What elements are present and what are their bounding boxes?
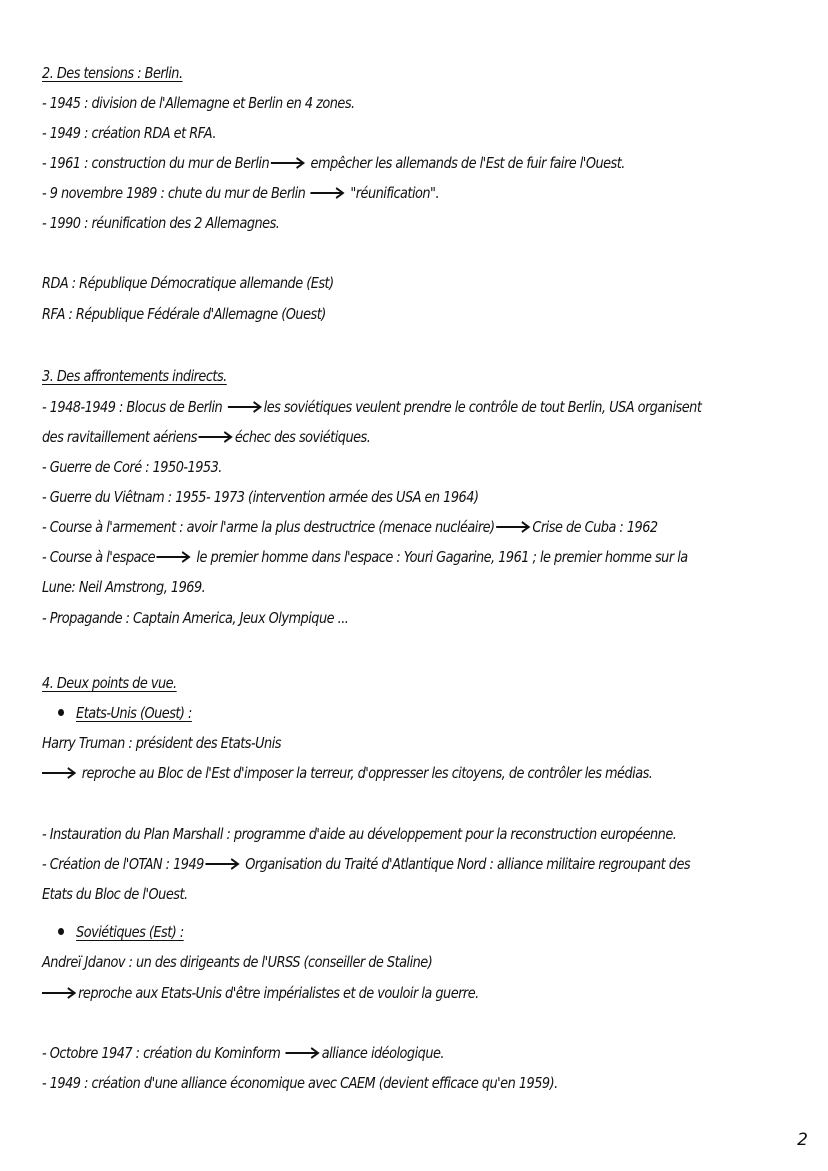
section-3-line-7: Lune: Neil Amstrong, 1969. (42, 578, 206, 596)
section-2-line-4 (42, 183, 687, 203)
section-3-heading: 3. Des affrontements indirects. (42, 367, 227, 385)
section-3-line-1-end: les soviétiques veulent prendre le contrôle de tout Berlin, USA organisent (263, 398, 702, 416)
page-number: 2 (797, 1130, 808, 1150)
caem-line: - 1949 : création d'une alliance économique avec CAEM (devient efficace qu'en 1959). (42, 1074, 558, 1092)
rda-definition: RDA : République Démocratique allemande (Est) (42, 274, 334, 292)
bullet-sovietiques (58, 922, 703, 942)
section-3-line-6-start: - Course à l'espace (42, 548, 156, 566)
section-2-line-3-end: empêcher les allemands de l'Est de fuir faire l'Ouest. (306, 154, 625, 172)
otan-line-start: - Création de l'OTAN : 1949 (42, 855, 204, 873)
section-2-line-3 (42, 153, 687, 173)
long-right-arrow-icon (42, 987, 76, 999)
kominform-line-end: alliance idéologique. (321, 1044, 445, 1062)
long-right-arrow-icon (42, 767, 76, 779)
section-2-line-4-start: - 9 novembre 1989 : chute du mur de Berlin (42, 184, 309, 202)
long-right-arrow-icon (206, 858, 240, 870)
section-3-line-2 (42, 427, 687, 447)
rfa-definition: RFA : République Fédérale d'Allemagne (Ouest) (42, 305, 326, 323)
section-3-line-2-start: des ravitaillement aériens (42, 428, 198, 446)
otan-line-end: Organisation du Traité d'Atlantique Nord : alliance militaire regroupant des (241, 855, 691, 873)
bullet-dot-icon (58, 709, 64, 716)
jdanov-line: Andreï Jdanov : un des dirigeants de l'URSS (conseiller de Staline) (42, 953, 433, 971)
section-3-line-5-start: - Course à l'armement : avoir l'arme la plus destructrice (menace nucléaire) (42, 518, 495, 536)
section-2-line-5: - 1990 : réunification des 2 Allemagnes. (42, 214, 280, 232)
kominform-line-start: - Octobre 1947 : création du Kominform (42, 1044, 284, 1062)
long-right-arrow-icon (271, 157, 305, 169)
section-3-line-1-start: - 1948-1949 : Blocus de Berlin (42, 398, 226, 416)
section-3-line-1 (42, 397, 702, 417)
section-3-line-6 (42, 547, 687, 567)
marshall-plan-line: - Instauration du Plan Marshall : programme d'aide au développement pour la reconstruction européenne. (42, 825, 677, 843)
long-right-arrow-icon (157, 551, 191, 563)
section-2-heading: 2. Des tensions : Berlin. (42, 64, 183, 82)
truman-reproach-line (42, 763, 687, 783)
long-right-arrow-icon (496, 521, 530, 533)
long-right-arrow-icon (286, 1047, 320, 1059)
jdanov-reproach-line (42, 983, 687, 1003)
bullet-sovietiques-label: Soviétiques (Est) : (76, 923, 184, 941)
long-right-arrow-icon (199, 431, 233, 443)
section-2-line-4-end: "réunification". (346, 184, 440, 202)
kominform-line (42, 1043, 687, 1063)
section-3-line-3: - Guerre de Coré : 1950-1953. (42, 458, 222, 476)
long-right-arrow-icon (311, 187, 345, 199)
section-3-line-8: - Propagande : Captain America, Jeux Olympique ... (42, 609, 349, 627)
truman-line: Harry Truman : président des Etats-Unis (42, 734, 281, 752)
section-4-heading: 4. Deux points de vue. (42, 674, 177, 692)
bullet-dot-icon (58, 928, 64, 935)
section-2-line-1: - 1945 : division de l'Allemagne et Berlin en 4 zones. (42, 94, 355, 112)
section-2-line-3-start: - 1961 : construction du mur de Berlin (42, 154, 270, 172)
section-3-line-5 (42, 517, 687, 537)
section-2-line-2: - 1949 : création RDA et RFA. (42, 124, 216, 142)
long-right-arrow-icon (228, 401, 262, 413)
section-3-line-4: - Guerre du Viêtnam : 1955- 1973 (intervention armée des USA en 1964) (42, 488, 479, 506)
section-3-line-5-end: Crise de Cuba : 1962 (532, 518, 658, 536)
section-3-line-6-end: le premier homme dans l'espace : Youri Gagarine, 1961 ; le premier homme sur la (192, 548, 688, 566)
bullet-etats-unis (58, 703, 703, 723)
section-3-line-2-end: échec des soviétiques. (234, 428, 371, 446)
otan-line-continued: Etats du Bloc de l'Ouest. (42, 885, 188, 903)
truman-reproach-text: reproche au Bloc de l'Est d'imposer la terreur, d'oppresser les citoyens, de contrôler les médias. (78, 764, 653, 782)
otan-line (42, 854, 691, 874)
bullet-etats-unis-label: Etats-Unis (Ouest) : (76, 704, 192, 722)
jdanov-reproach-text: reproche aux Etats-Unis d'être impérialistes et de vouloir la guerre. (78, 984, 479, 1002)
